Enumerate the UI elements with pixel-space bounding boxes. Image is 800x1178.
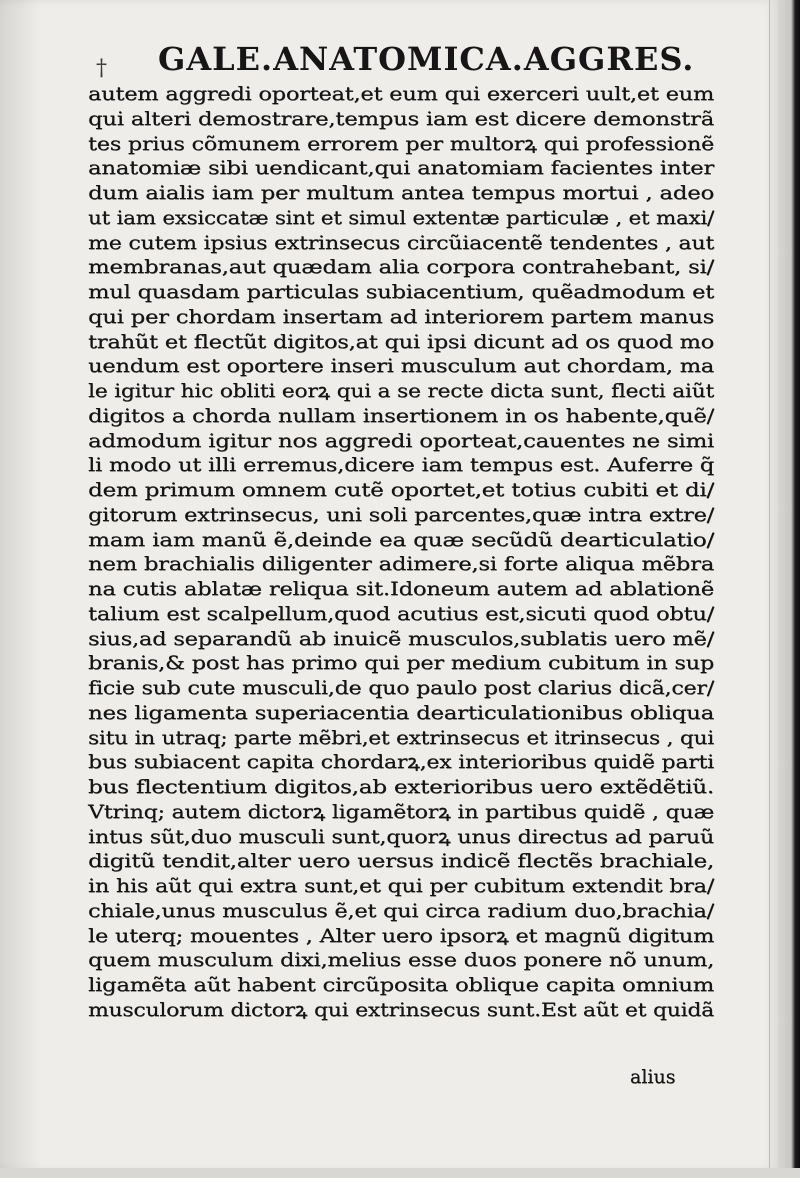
text-line: ut iam exsiccatæ sint et simul extentæ particulæ , et maxi/ [88, 206, 714, 229]
text-line: sius,ad separandũ ab inuicẽ musculos,sublatis uero mẽ/ [88, 627, 714, 650]
text-line: intus sũt,duo musculi sunt,quorꝝ unus directus ad paruũ [88, 825, 714, 848]
text-line: autem aggredi oporteat,et eum qui exerceri uult,et eum [88, 83, 715, 105]
text-line: nem brachialis diligenter adimere,si forte aliqua mẽbra [88, 553, 715, 576]
binding-edge [778, 0, 800, 1178]
text-line: na cutis ablatæ reliqua sit.Idoneum autem ad ablationẽ [88, 578, 715, 600]
text-line: ficie sub cute musculi,de quo paulo post clarius dicã,cer/ [88, 677, 714, 699]
text-line: dem primum omnem cutẽ oportet,et totius cubiti et di/ [88, 479, 715, 501]
body-text [88, 82, 714, 1023]
text-line: uendum est oportere inseri musculum aut chordam, ma [88, 355, 715, 378]
text-line: digitũ tendit,alter uero uersus indicẽ flectẽs brachiale, [88, 850, 715, 873]
page-edge-line [769, 0, 770, 1178]
text-line: li modo ut illi erremus,dicere iam tempus est. Auferre q̃ [88, 454, 715, 477]
text-line: musculorum dictorꝝ qui extrinsecus sunt.Est aũt et quidã [88, 998, 715, 1021]
text-line: le igitur hic obliti eorꝝ qui a se recte dicta sunt, flecti aiũt [88, 380, 714, 402]
text-line: gitorum extrinsecus, uni soli parcentes,quæ intra extre/ [88, 503, 715, 526]
text-line: tes prius cõmunem errorem per multorꝝ qui professionẽ [88, 132, 714, 155]
text-line: anatomiæ sibi uendicant,qui anatomiam facientes inter [88, 157, 715, 180]
catchword: alius [630, 1066, 676, 1088]
text-line: admodum igitur nos aggredi oporteat,cauentes ne simi [88, 429, 714, 452]
text-line: trahũt et flectũt digitos,at qui ipsi dicunt ad os quod mo [88, 330, 714, 353]
text-line: qui alteri demostrare,tempus iam est dicere demonstrã [88, 107, 715, 130]
bottom-margin-band [0, 1168, 800, 1178]
running-head: GALE.ANATOMICA.AGGRES. [158, 40, 695, 78]
spine-shadow [0, 0, 40, 1178]
text-line: chiale,unus musculus ẽ,et qui circa radium duo,brachia/ [88, 899, 715, 922]
text-line: bus subiacent capita chordarꝝ,ex interioribus quidẽ parti [88, 751, 715, 774]
text-line: bus flectentium digitos,ab exterioribus uero extẽdẽtiũ. [88, 776, 714, 798]
text-line: branis,& post has primo qui per medium cubitum in sup [88, 652, 714, 675]
text-line: digitos a chorda nullam insertionem in os habente,quẽ/ [88, 404, 715, 427]
folio-mark: † [96, 56, 107, 81]
text-line: talium est scalpellum,quod acutius est,sicuti quod obtu/ [88, 602, 715, 625]
text-line: Vtrinq; autem dictorꝝ ligamẽtorꝝ in partibus quidẽ , quæ [88, 800, 714, 823]
text-line: mam iam manũ ẽ,deinde ea quæ secũdũ dearticulatio/ [88, 528, 715, 551]
text-line: situ in utraq; parte mẽbri,et extrinsecus et itrinsecus , qui [88, 726, 714, 749]
text-line: membranas,aut quædam alia corpora contrahebant, si/ [88, 256, 715, 279]
text-line: me cutem ipsius extrinsecus circũiacentẽ tendentes , aut [88, 231, 715, 254]
text-line: ligamẽta aũt habent circũposita oblique capita omnium [88, 974, 714, 996]
text-line: mul quasdam particulas subiacentium, quẽadmodum et [88, 281, 715, 303]
text-line: dum aialis iam per multum antea tempus mortui , adeo [88, 182, 714, 204]
text-line: qui per chordam insertam ad interiorem partem manus [88, 305, 715, 328]
text-line: nes ligamenta superiacentia dearticulationibus obliqua [88, 701, 714, 724]
text-line: quem musculum dixi,melius esse duos ponere nõ unum, [88, 949, 715, 972]
text-line: le uterq; mouentes , Alter uero ipsorꝝ et magnũ digitum [88, 924, 715, 947]
text-line: in his aũt qui extra sunt,et qui per cubitum extendit bra/ [88, 875, 714, 897]
